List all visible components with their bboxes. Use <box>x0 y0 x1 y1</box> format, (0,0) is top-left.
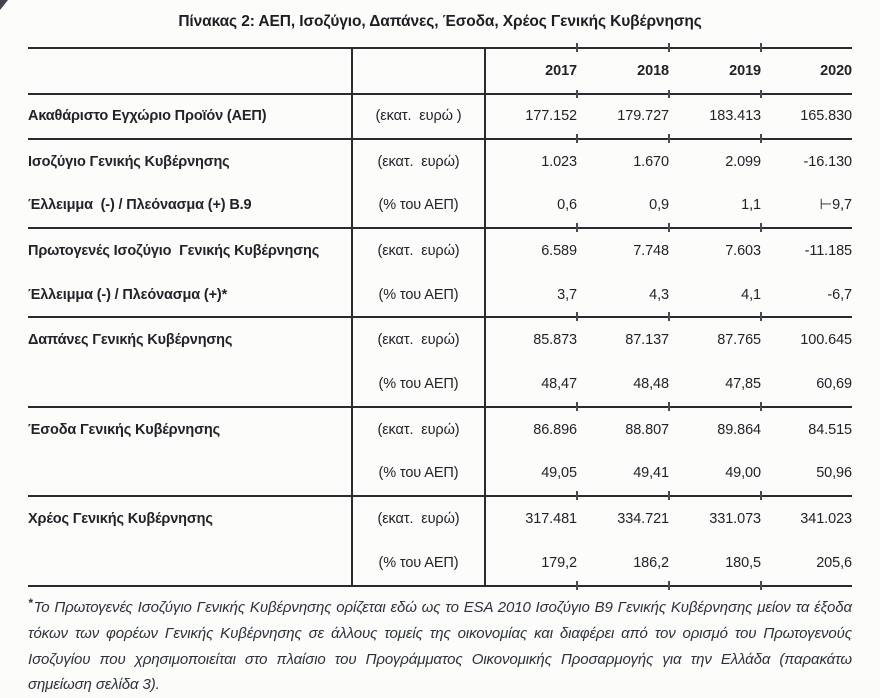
year-header-2018: 2018 <box>577 48 669 94</box>
cell-value: 49,41 <box>577 452 669 497</box>
row-label: Ακαθάριστο Εγχώριο Προϊόν (ΑΕΠ) <box>28 94 352 139</box>
cell-value: -11.185 <box>804 242 852 259</box>
cell-value: 0,6 <box>485 183 577 228</box>
table-row-gdp <box>28 94 852 139</box>
row-unit: (εκατ. ευρώ) <box>352 407 485 452</box>
cell-value: 179.727 <box>577 94 669 139</box>
cell-value: -16.130 <box>803 153 852 170</box>
cell-value: 7.603 <box>725 242 761 259</box>
cell-value: 180,5 <box>669 541 761 586</box>
footnote-text: Το Πρωτογενές Ισοζύγιο Γενικής Κυβέρνησης ορίζεται εδώ ως το ESA 2010 Ισοζύγιο B9 Γενικής Κυβέρνησης μείον τα έξοδα τόκων των φορέων Γενικής Κυβέρνησης σε άλλους τομείς της οικονομίας και διαφέρει από τον ορισμό του Πρωτογενούς Ισοζυγίου που χρησιμοποιείται στο πλαίσιο του Προγράμματος Οικονομικής Προσαρμογής για την Ελλάδα (παρακάτω σημείωση σελίδα 3). <box>28 599 852 694</box>
cell-value: 317.481 <box>525 511 577 528</box>
cell-value: 87.137 <box>625 332 669 349</box>
cell-value: 205,6 <box>761 541 852 586</box>
table-row-revenue-pct <box>28 452 852 497</box>
row-unit: (% του ΑΕΠ) <box>352 541 485 586</box>
table-row-expenditure-eur <box>28 317 852 362</box>
row-label: Έσοδα Γενικής Κυβέρνησης <box>28 407 352 452</box>
cell-value: ⊢9,7 <box>761 183 852 228</box>
cell-value: 49,00 <box>669 452 761 497</box>
row-unit: (εκατ. ευρώ) <box>352 317 485 362</box>
cell-value: 334.721 <box>617 511 669 528</box>
table-header-row <box>28 48 852 94</box>
row-unit: (% του ΑΕΠ) <box>352 452 485 497</box>
row-label: Πρωτογενές Ισοζύγιο Γενικής Κυβέρνησης <box>28 228 352 273</box>
table-row-primary-balance-eur <box>28 228 852 273</box>
scan-artifact <box>0 0 8 10</box>
government-finance-table <box>28 47 852 587</box>
row-unit: (εκατ. ευρώ) <box>352 139 485 184</box>
row-label <box>28 541 352 586</box>
footnote-asterisk: * <box>28 596 33 610</box>
cell-value: 3,7 <box>485 273 577 318</box>
cell-value: 88.807 <box>625 421 669 438</box>
cell-value: 87.765 <box>717 332 761 349</box>
row-unit: (% του ΑΕΠ) <box>352 273 485 318</box>
cell-value: 2.099 <box>725 153 761 170</box>
cell-value: 186,2 <box>577 541 669 586</box>
cell-value: 4,3 <box>577 273 669 318</box>
row-label: Ισοζύγιο Γενικής Κυβέρνησης <box>28 139 352 184</box>
cell-value: 60,69 <box>761 362 852 407</box>
row-label <box>28 362 352 407</box>
header-unit-cell <box>352 48 485 94</box>
row-unit: (% του ΑΕΠ) <box>352 362 485 407</box>
cell-value: 331.073 <box>709 511 761 528</box>
table-title: Πίνακας 2: ΑΕΠ, Ισοζύγιο, Δαπάνες, Έσοδα, Χρέος Γενικής Κυβέρνησης <box>178 13 702 30</box>
cell-value: 183.413 <box>669 94 761 139</box>
table-row-debt-pct <box>28 541 852 586</box>
table-row-balance-pct <box>28 183 852 228</box>
cell-value: 1.023 <box>541 153 577 170</box>
cell-value: 6.589 <box>541 242 577 259</box>
row-unit: (εκατ. ευρώ) <box>352 228 485 273</box>
table-row-balance-eur <box>28 139 852 184</box>
cell-value: 1.670 <box>633 153 669 170</box>
row-label: Δαπάνες Γενικής Κυβέρνησης <box>28 317 352 362</box>
row-label: Έλλειμμα (-) / Πλεόνασμα (+)* <box>28 273 352 318</box>
cell-value: 179,2 <box>485 541 577 586</box>
row-unit: (% του ΑΕΠ) <box>352 183 485 228</box>
footnote <box>28 591 852 698</box>
header-label-cell <box>28 48 352 94</box>
table-row-revenue-eur <box>28 407 852 452</box>
cell-value: 86.896 <box>533 421 577 438</box>
cell-value: 48,47 <box>485 362 577 407</box>
cell-value: 4,1 <box>669 273 761 318</box>
table-row-debt-eur <box>28 496 852 541</box>
row-unit: (εκατ. ευρώ) <box>352 496 485 541</box>
cell-value: 84.515 <box>808 421 852 438</box>
cell-value: 49,05 <box>485 452 577 497</box>
table-row-primary-balance-pct <box>28 273 852 318</box>
row-label: Έλλειμμα (-) / Πλεόνασμα (+) B.9 <box>28 183 352 228</box>
row-unit: (εκατ. ευρώ ) <box>352 94 485 139</box>
cell-value: 177.152 <box>485 94 577 139</box>
cell-value: 89.864 <box>717 421 761 438</box>
year-header-2017: 2017 <box>485 48 577 94</box>
cell-value: 1,1 <box>669 183 761 228</box>
cell-value: 7.748 <box>633 242 669 259</box>
cell-value: -6,7 <box>761 273 852 318</box>
row-label: Χρέος Γενικής Κυβέρνησης <box>28 496 352 541</box>
cell-value: 47,85 <box>669 362 761 407</box>
cell-value: 100.645 <box>800 332 852 349</box>
cell-value: 341.023 <box>800 511 852 528</box>
year-header-2020: 2020 <box>761 48 852 94</box>
table-row-expenditure-pct <box>28 362 852 407</box>
cell-value: 85.873 <box>533 332 577 349</box>
cell-value: 50,96 <box>761 452 852 497</box>
year-header-2019: 2019 <box>669 48 761 94</box>
row-label <box>28 452 352 497</box>
cell-value: 0,9 <box>577 183 669 228</box>
cell-value: 165.830 <box>761 94 852 139</box>
cell-value: 48,48 <box>577 362 669 407</box>
